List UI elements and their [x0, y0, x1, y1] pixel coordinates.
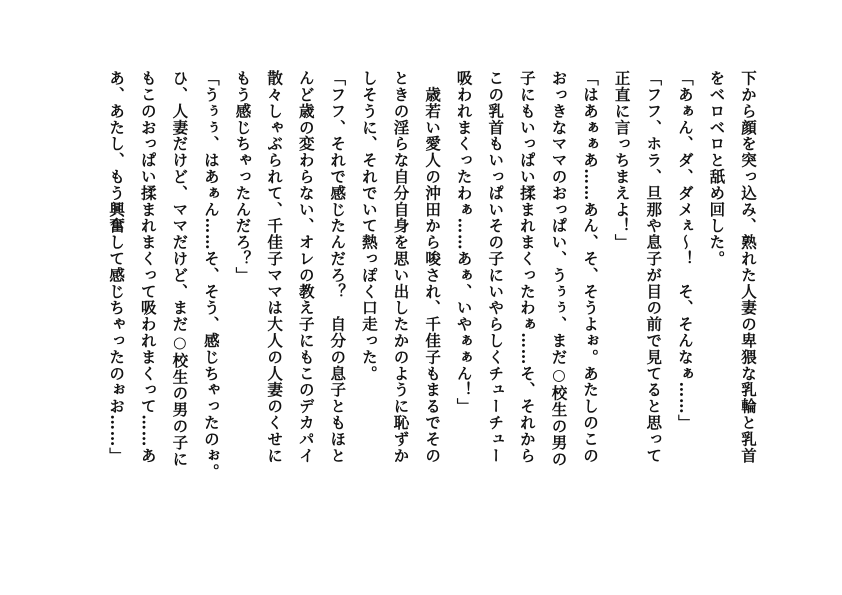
text-line: この乳首もいっぱいその子にいやらしくチューチュー: [486, 70, 506, 464]
text-line: 下から顔を突っ込み、熟れた人妻の卑猥な乳輪と乳首: [739, 70, 758, 464]
text-line: もこのおっぱい揉まれまくって吸われまくって……あ: [138, 70, 158, 464]
text-line: ひ、人妻だけど、ママだけど、まだ○校生の男の子に: [170, 70, 190, 468]
text-line: 子にもいっぱい揉まれまくったわぁ……そ、それから: [517, 70, 537, 464]
text-line: おっきなママのおっぱい、うぅぅ、まだ○校生の男の: [549, 70, 569, 468]
text-line: あ、あたし、もう興奮して感じちゃったのぉお……」: [107, 70, 127, 464]
text-line: ときの淫らな自分自身を思い出したかのように恥ずか: [391, 70, 411, 464]
text-line: んど歳の変わらない、オレの教え子にもこのデカパイ: [296, 70, 316, 464]
text-line: 「フフ、それで感じたんだろ？ 自分の息子ともほと: [328, 70, 348, 464]
text-line: しそうに、それでいて熱っぽく口走った。: [359, 70, 379, 382]
text-line: もう感じちゃったんだろ？」: [233, 70, 253, 284]
text-line: 「フフ、ホラ、旦那や息子が目の前で見てると思って: [644, 70, 664, 464]
text-line: 「あぁん、ダ、ダメぇ～！ そ、そんなぁ……」: [675, 70, 695, 431]
text-line: 歳若い愛人の沖田から唆され、千佳子もまるでその: [423, 70, 443, 464]
text-line: 「うぅぅ、はあぁん……そ、そう、感じちゃったのぉ。: [201, 70, 221, 480]
text-line: 正直に言っちまえよ！」: [612, 70, 632, 251]
vertical-text-block: [101, 70, 764, 540]
text-line: 散々しゃぶられて、千佳子ママは大人の人妻のくせに: [265, 70, 285, 464]
text-line: 吸われまくったわぁ……あぁ、いやぁぁん！」: [454, 70, 474, 415]
text-line: 「はあぁぁあ……あん、そ、そうよぉ。あたしのこの: [581, 70, 601, 464]
text-line: をベロベロと舐め回した。: [707, 70, 727, 267]
